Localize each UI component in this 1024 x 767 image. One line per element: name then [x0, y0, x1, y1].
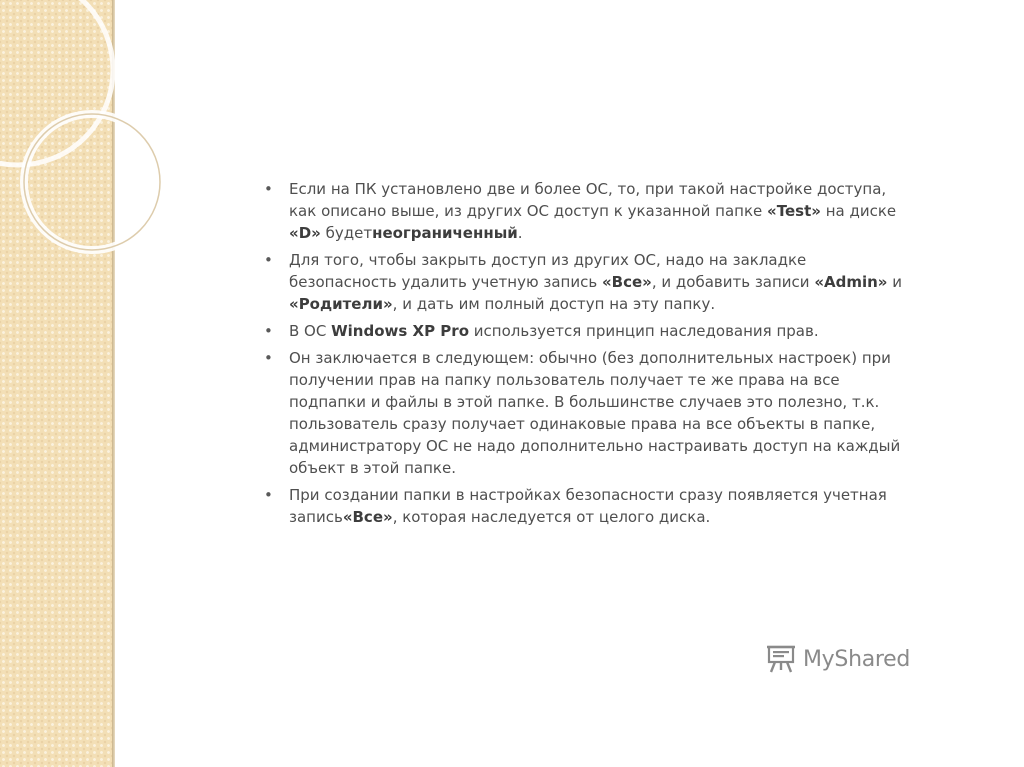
- bullet-marker: •: [264, 322, 273, 340]
- decorative-circle-small-outline: [24, 114, 160, 250]
- bullet-item: [262, 320, 907, 342]
- bullet-text-bold: «Родители»: [289, 295, 393, 313]
- bullet-text-bold: неограниченный: [372, 224, 518, 242]
- bullet-text: будет: [320, 224, 373, 242]
- bullet-text: , которая наследуется от целого диска.: [392, 508, 711, 526]
- watermark-text: MyShared: [803, 646, 911, 672]
- bullet-text-bold: «Все»: [601, 273, 652, 291]
- bullet-text-bold: Windows XP Pro: [331, 322, 470, 340]
- bullet-text: на диске: [820, 202, 897, 220]
- bullet-text-bold: «Test»: [767, 202, 821, 220]
- bullet-item: [262, 347, 907, 479]
- bullet-marker: •: [264, 486, 273, 504]
- bullet-text: используется принцип наследования прав.: [469, 322, 819, 340]
- bullet-text-bold: «Все»: [342, 508, 393, 526]
- bullet-text: и: [887, 273, 903, 291]
- bullet-text: , и дать им полный доступ на эту папку.: [392, 295, 716, 313]
- slide-content: [262, 178, 907, 533]
- bullet-text: Если на ПК установлено две и более ОС, то, при такой настройке доступа, как описано выше, из других ОС доступ к указанной папке: [289, 180, 887, 220]
- bullet-list: [262, 178, 907, 528]
- bullet-marker: •: [264, 349, 273, 367]
- decorative-circles: [0, 0, 180, 300]
- bullet-item: [262, 249, 907, 315]
- bullet-text: В ОС: [289, 322, 332, 340]
- decorative-circle-large: [0, 0, 113, 165]
- bullet-text: Для того, чтобы закрыть доступ из других ОС, надо на закладке безопасность удалить учетную запись: [289, 251, 807, 291]
- myshared-watermark: [766, 643, 910, 675]
- bullet-text-bold: «D»: [289, 224, 321, 242]
- bullet-text: .: [517, 224, 523, 242]
- bullet-marker: •: [264, 251, 273, 269]
- bullet-text-bold: «Admin»: [814, 273, 888, 291]
- bullet-marker: •: [264, 180, 273, 198]
- bullet-text: Он заключается в следующем: обычно (без дополнительных настроек) при получении прав на папку пользователь получает те же права на все подпапки и файлы в этой папке. В большинстве случаев это полезно, т.к. пользователь сразу получает одинаковые права на все объекты в папке, администратору ОС не надо дополнительно настраивать доступ на каждый объект в этой папке.: [289, 349, 901, 477]
- bullet-text: , и добавить записи: [651, 273, 815, 291]
- bullet-text: При создании папки в настройках безопасности сразу появляется учетная запись: [289, 486, 887, 526]
- presentation-board-icon: [766, 644, 796, 674]
- bullet-item: [262, 178, 907, 244]
- bullet-item: [262, 484, 907, 528]
